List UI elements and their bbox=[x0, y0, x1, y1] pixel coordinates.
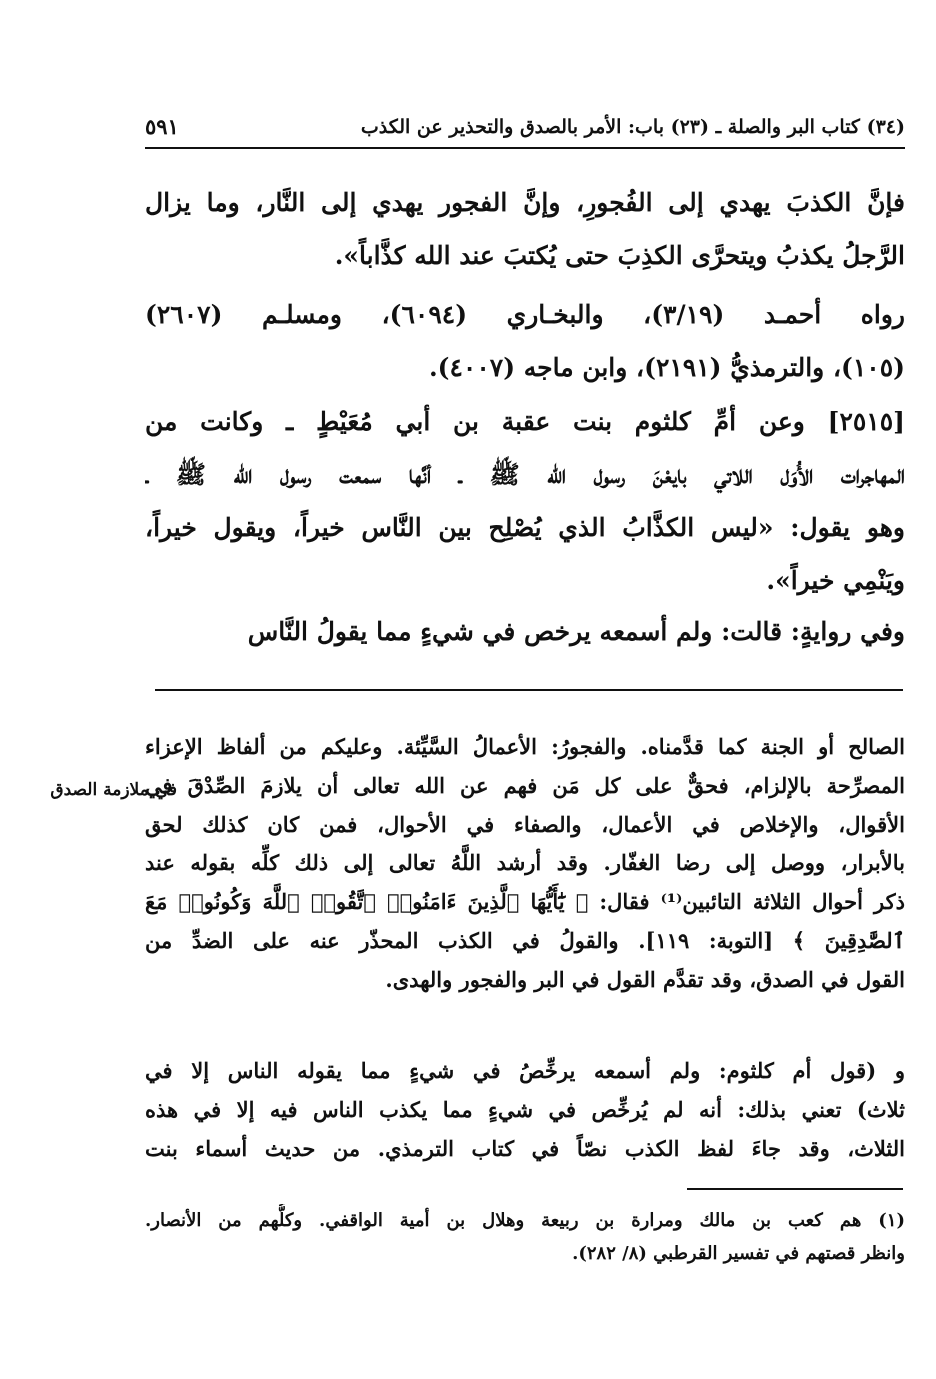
text-line: رواه أحمـد (٣/١٩)، والبخـاري (٦٠٩٤)، ومسلـم (٢٦٠٧) bbox=[145, 300, 905, 329]
text-line: فإنَّ الكذبَ يهدي إلى الفُجورِ، وإنَّ الفجور يهدي إلى النَّار، وما يزال bbox=[145, 188, 905, 217]
hadith-paragraph-1 bbox=[145, 176, 905, 282]
text-line: ثلاث) تعني بذلك: أنه لم يُرخِّص في شيءٍ مما يكذب الناس فيه إلا في هذه bbox=[145, 1096, 905, 1122]
hadith-paragraph-2515 bbox=[145, 395, 905, 607]
hadith-source-paragraph bbox=[145, 288, 905, 394]
footnote-line: وانظر قصتهم في تفسير القرطبي (٨/ ٢٨٢). bbox=[572, 1243, 905, 1264]
text-line: المهاجرات الأُوَل اللاتي بايعْنَ رسول الله ﷺ ـ أنَّها سمعت رسول الله ﷺ ـ bbox=[145, 460, 905, 489]
text-line: ذكر أحوال الثلاثة التائبين⁽¹⁾ فقال: ﴿ يَٰٓأَيُّهَا ٱلَّذِينَ ءَامَنُوا۟ ٱتَّقُوا۟ ٱللَّهَ وَكُونُوا۟ مَعَ bbox=[145, 889, 905, 915]
text-line: الصالح أو الجنة كما قدَّمناه. والفجورُ: الأعمالُ السَّيِّئة. وعليكم من ألفاظ الإعزاء bbox=[145, 734, 905, 759]
text-line: الأقوال، والإخلاص في الأعمال، والصفاء في الأحوال، فمن كان كذلك لحق bbox=[145, 811, 905, 837]
text-line: الثلاث، وقد جاءَ لفظ الكذب نصّاً في كتاب الترمذي. من حديث أسماء بنت bbox=[145, 1135, 905, 1161]
section-divider bbox=[155, 689, 903, 691]
hadith-paragraph-narration bbox=[145, 605, 905, 658]
text-line: وهو يقول: «ليس الكذَّابُ الذي يُصْلِح بين النَّاس خيراً، ويقول خيراً، bbox=[145, 513, 905, 542]
page-number: ٥٩١ bbox=[145, 114, 179, 139]
commentary-paragraph-1 bbox=[145, 728, 905, 1000]
text-line: المصرِّحة بالإلزام، فحقٌّ على كل مَن فهم عن الله تعالى أن يلازمَ الصِّدْقَ في bbox=[145, 772, 905, 798]
header-rule bbox=[145, 147, 905, 149]
text-line: الرَّجلُ يكذبُ ويتحرَّى الكذِبَ حتى يُكتبَ عند الله كذَّاباً». bbox=[334, 241, 905, 270]
text-line: وفي روايةٍ: قالت: ولم أسمعه يرخص في شيءٍ مما يقولُ النَّاس bbox=[247, 617, 905, 646]
text-line: ويَنْمِي خيراً». bbox=[766, 566, 905, 595]
text-line: بالأبرار، ووصل إلى رضا الغفّار. وقد أرشد اللَّهُ تعالى إلى ذلك كلِّه بقوله عند bbox=[145, 850, 905, 876]
text-line: [٢٥١٥] وعن أمِّ كلثوم بنت عقبة بن أبي مُعَيْطٍ ـ وكانت من bbox=[145, 407, 905, 436]
running-title: (٣٤) كتاب البر والصلة ـ (٢٣) باب: الأمر بالصدق والتحذير عن الكذب bbox=[360, 116, 905, 138]
text-line: ٱلصَّٰدِقِينَ ﴾ [التوبة: ١١٩]. والقولُ في الكذب المحذّر عنه على الضدِّ من bbox=[145, 927, 905, 953]
page-header bbox=[145, 112, 905, 146]
footnote-line: (١) هم كعب بن مالك ومرارة بن ربيعة وهلال بن أمية الواقفي. وكلُّهم من الأنصار. bbox=[145, 1210, 905, 1231]
text-line: (١٠٥)، والترمذيُّ (٢١٩١)، وابن ماجه (٤٠٠٧). bbox=[428, 353, 905, 382]
text-line: القول في الصدق، وقد تقدَّم القول في البر والفجور والهدى. bbox=[385, 966, 905, 992]
margin-note: في ملازمة الصدق bbox=[50, 780, 177, 800]
footnotes bbox=[145, 1204, 905, 1270]
commentary-paragraph-2 bbox=[145, 1052, 905, 1168]
text-line: و (قول أم كلثوم: ولم أسمعه يرخِّصُ في شيءٍ مما يقوله الناس إلا في bbox=[145, 1058, 905, 1083]
footnote-divider bbox=[687, 1188, 903, 1190]
